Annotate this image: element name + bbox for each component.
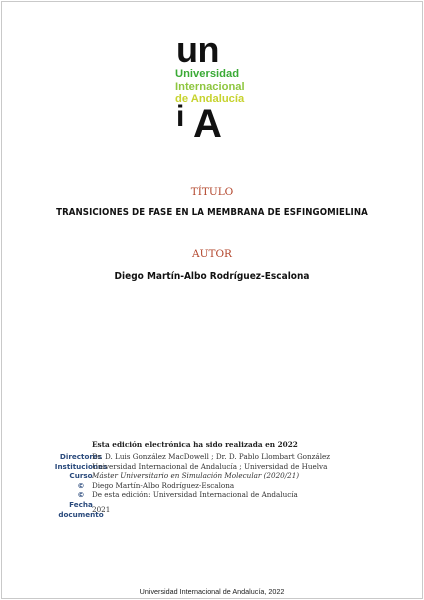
logo-letter-a: A xyxy=(193,102,222,146)
label-copyright-author: © xyxy=(77,480,85,490)
title-label: TÍTULO xyxy=(190,186,234,198)
metadata-block xyxy=(0,440,424,530)
logo-letter-i: i xyxy=(176,100,185,133)
logo-letters-un: un xyxy=(176,29,219,70)
value-instituciones: Universidad Internacional de Andalucía ; Universidad de Huelva xyxy=(92,461,328,471)
label-fecha: Fecha xyxy=(69,499,93,509)
edition-note: Esta edición electrónica ha sido realizada en 2022 xyxy=(92,440,298,449)
label-documento: documento xyxy=(58,509,104,519)
document-title: TRANSICIONES DE FASE EN LA MEMBRANA DE ESFINGOMIELINA xyxy=(56,207,368,218)
value-directores: Dr. D. Luis González MacDowell ; Dr. D. Pablo Llombart González xyxy=(92,452,331,461)
logo-line-internacional: Internacional xyxy=(175,80,245,93)
logo-line-universidad: Universidad xyxy=(175,68,240,80)
label-directores: Directores xyxy=(59,452,103,461)
author-name: Diego Martín-Albo Rodríguez-Escalona xyxy=(114,271,310,282)
logo-tagline xyxy=(175,68,245,106)
author-label: AUTOR xyxy=(192,248,232,260)
label-copyright-edition: © xyxy=(77,490,85,500)
value-copyright-edition: De esta edición: Universidad Internacional de Andalucía xyxy=(92,490,298,500)
label-instituciones: Instituciones xyxy=(54,461,108,471)
label-curso: Curso xyxy=(69,471,93,481)
metadata-values xyxy=(92,452,330,514)
unia-logo xyxy=(172,30,282,154)
value-copyright-author: Diego Martín-Albo Rodríguez-Escalona xyxy=(92,480,235,490)
value-curso: Máster Universitario en Simulación Molecular (2020/21) xyxy=(92,471,300,481)
logo-line-andalucia: de Andalucía xyxy=(175,93,245,105)
value-fecha: 2021 xyxy=(92,504,111,514)
page-footer: Universidad Internacional de Andalucía, 2022 xyxy=(139,587,285,596)
